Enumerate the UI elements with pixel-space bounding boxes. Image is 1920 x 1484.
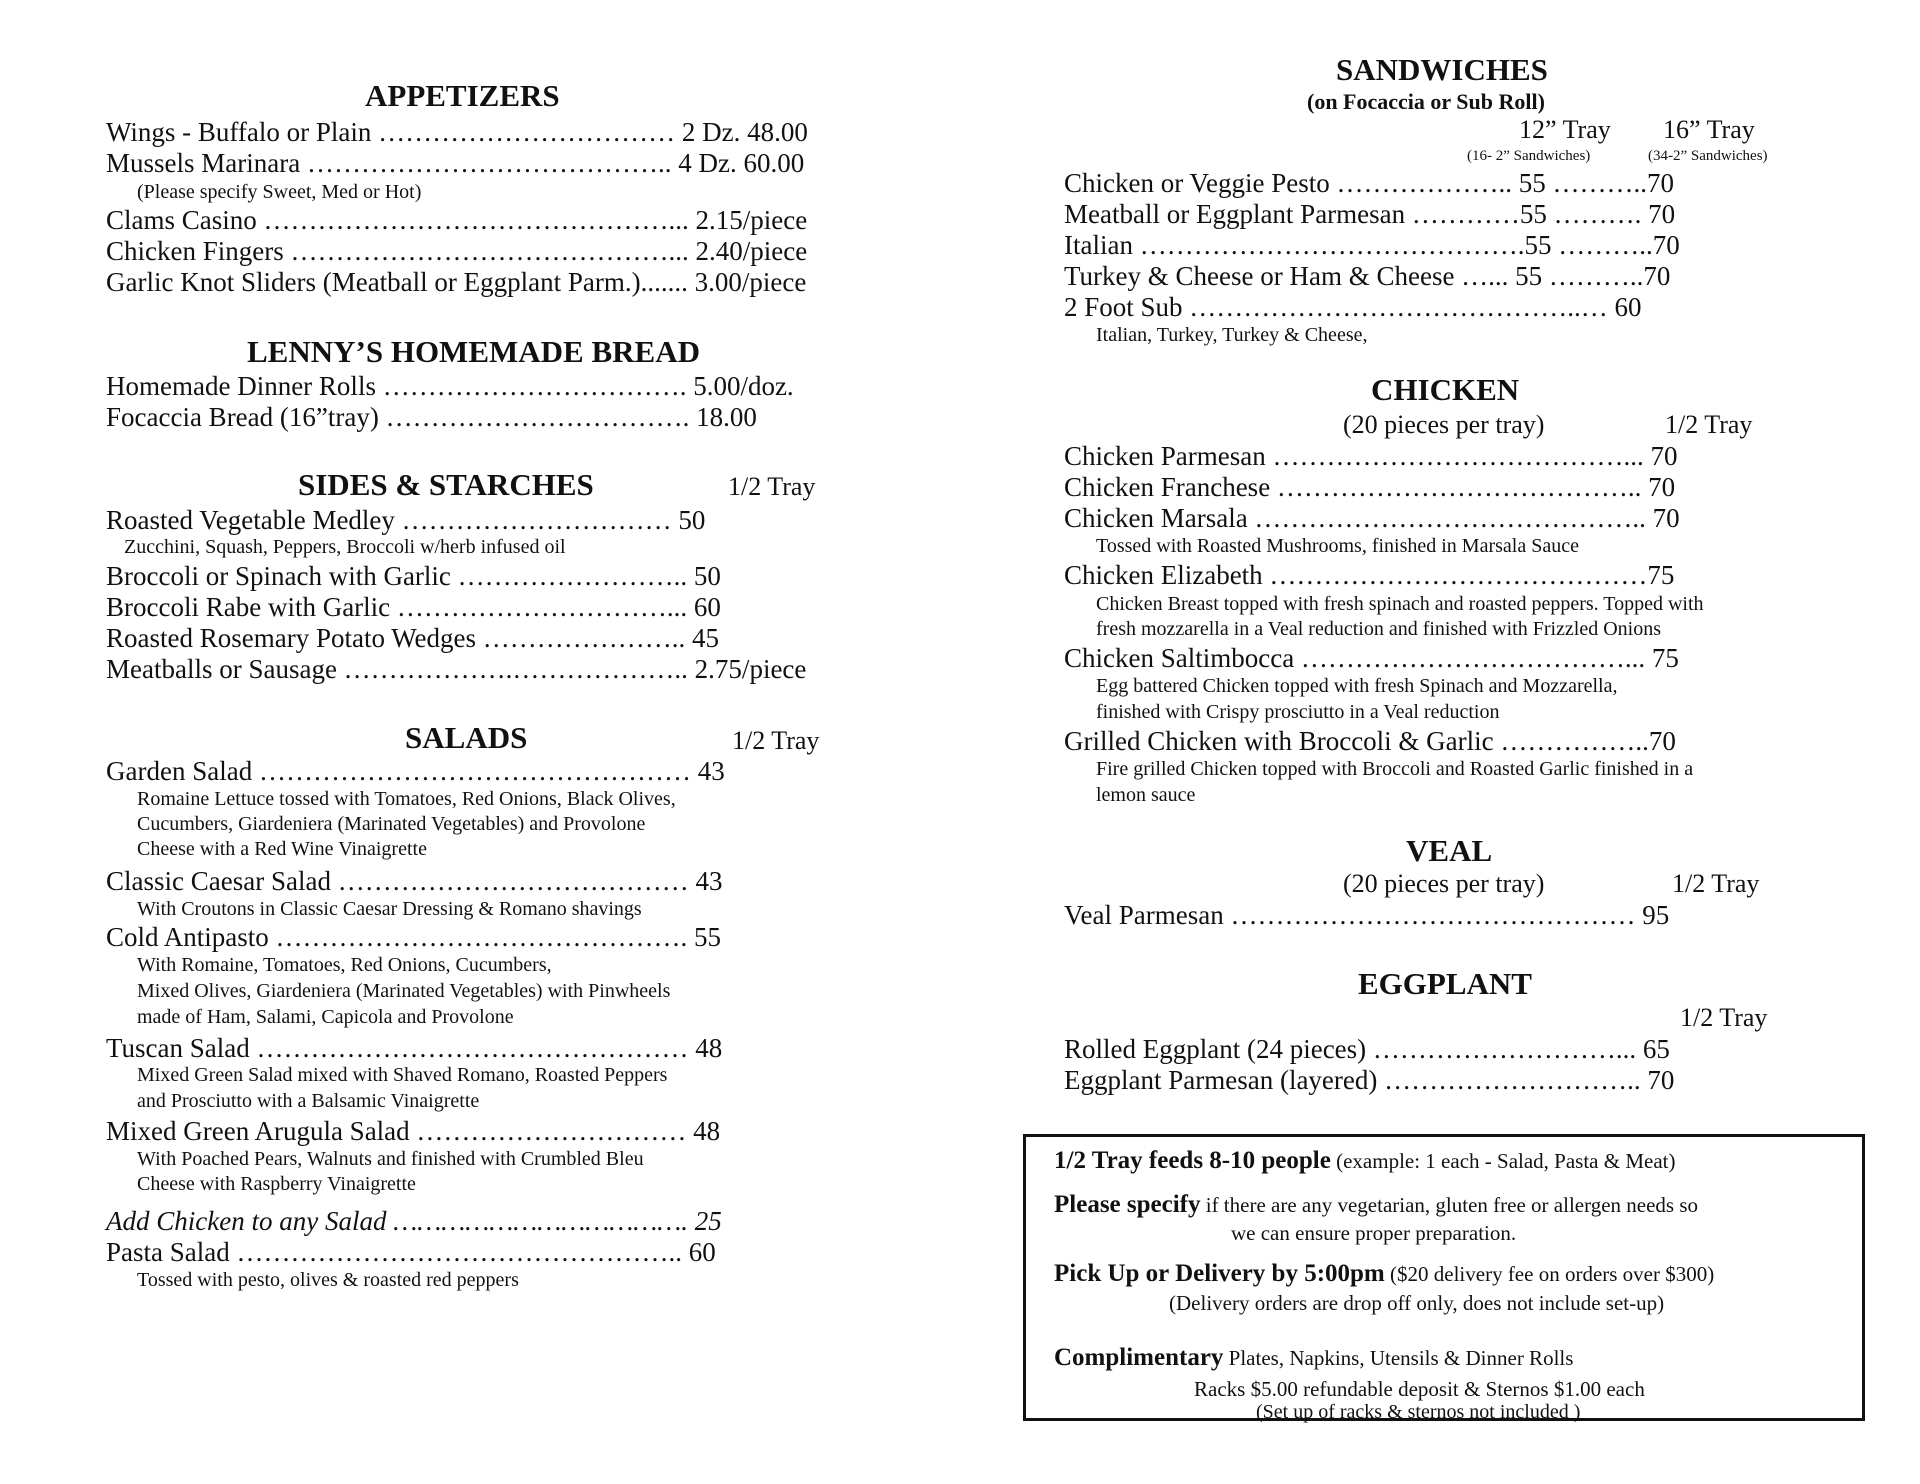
menu-item: Cold Antipasto ………………………………………. 55: [106, 922, 722, 952]
item-description: With Croutons in Classic Caesar Dressing & Romano shavings: [137, 898, 642, 920]
sides-heading: SIDES & STARCHES: [298, 467, 594, 502]
complimentary-bold: Complimentary: [1054, 1344, 1224, 1371]
item-description: Romaine Lettuce tossed with Tomatoes, Red Onions, Black Olives,: [137, 788, 676, 810]
menu-item: Meatballs or Sausage ……………….……………….. 2.75/piece: [106, 654, 807, 684]
menu-item: Chicken Parmesan …………………………………... 70: [1064, 441, 1678, 471]
menu-item: Roasted Rosemary Potato Wedges ………………….. 45: [106, 623, 720, 653]
pickup-bold: Pick Up or Delivery by 5:00pm: [1054, 1260, 1385, 1287]
tray-12-label: 12” Tray: [1519, 115, 1611, 144]
specify-line-2: we can ensure proper preparation.: [1231, 1221, 1517, 1245]
tray-label: 1/2 Tray: [728, 472, 816, 501]
tray-label: 1/2 Tray: [1672, 869, 1760, 898]
item-description: (Please specify Sweet, Med or Hot): [137, 181, 422, 203]
pickup-line-2: (Delivery orders are drop off only, does not include set-up): [1169, 1291, 1665, 1315]
pieces-per-tray: (20 pieces per tray): [1343, 869, 1545, 898]
menu-item: Italian …………………………………….55 ………..70: [1064, 230, 1680, 260]
specify-bold: Please specify: [1054, 1191, 1201, 1218]
menu-item: Garden Salad ………………………………………… 43: [106, 756, 725, 786]
menu-item: Eggplant Parmesan (layered) ……………………….. 70: [1064, 1065, 1675, 1095]
item-description: Cheese with a Red Wine Vinaigrette: [137, 838, 427, 860]
item-description: Tossed with pesto, olives & roasted red peppers: [137, 1269, 519, 1291]
feeds-rest: (example: 1 each - Salad, Pasta & Meat): [1336, 1149, 1676, 1173]
tray-16-note: (34-2” Sandwiches): [1648, 148, 1768, 164]
item-description: Zucchini, Squash, Peppers, Broccoli w/herb infused oil: [124, 536, 566, 558]
menu-item: 2 Foot Sub ……………………………………..… 60: [1064, 292, 1642, 322]
menu-item: Clams Casino ………………………………………... 2.15/piece: [106, 205, 808, 235]
complimentary-line: [1054, 1344, 1573, 1372]
tray-label: 1/2 Tray: [1680, 1003, 1768, 1032]
menu-item: Chicken Franchese ………………………………….. 70: [1064, 472, 1676, 502]
menu-item: Mussels Marinara ………………………………….. 4 Dz. 60.00: [106, 148, 805, 178]
menu-item: Mixed Green Arugula Salad ………………………… 48: [106, 1116, 721, 1146]
specify-rest: if there are any vegetarian, gluten free or allergen needs so: [1205, 1193, 1699, 1217]
menu-item-add-chicken: Add Chicken to any Salad ………………………………. 25: [106, 1206, 722, 1236]
menu-item: Rolled Eggplant (24 pieces) ………………………... 65: [1064, 1034, 1670, 1064]
item-description: Egg battered Chicken topped with fresh Spinach and Mozzarella,: [1096, 675, 1618, 697]
menu-item: Meatball or Eggplant Parmesan …………55 ………. 70: [1064, 199, 1676, 229]
item-description: Fire grilled Chicken topped with Broccoli and Roasted Garlic finished in a: [1096, 758, 1694, 780]
menu-item: Chicken or Veggie Pesto ……………….. 55 ………..70: [1064, 168, 1674, 198]
sandwiches-subtitle: (on Focaccia or Sub Roll): [1307, 89, 1545, 114]
item-description: Mixed Green Salad mixed with Shaved Romano, Roasted Peppers: [137, 1064, 668, 1086]
complimentary-line-3: (Set up of racks & sternos not included ): [1256, 1401, 1581, 1423]
veal-heading: VEAL: [1406, 833, 1493, 868]
specify-line: [1054, 1191, 1698, 1219]
item-description: Cheese with Raspberry Vinaigrette: [137, 1173, 416, 1195]
eggplant-heading: EGGPLANT: [1358, 966, 1532, 1001]
menu-item: Veal Parmesan ……………………………………… 95: [1064, 900, 1670, 930]
complimentary-rest: Plates, Napkins, Utensils & Dinner Rolls: [1228, 1346, 1574, 1370]
pieces-per-tray: (20 pieces per tray): [1343, 410, 1545, 439]
menu-item: Garlic Knot Sliders (Meatball or Eggplant Parm.)....... 3.00/piece: [106, 267, 807, 297]
sandwiches-heading: SANDWICHES: [1336, 52, 1548, 87]
item-description: Chicken Breast topped with fresh spinach and roasted peppers. Topped with: [1096, 593, 1704, 615]
menu-item: Focaccia Bread (16”tray) ……………………………. 18.00: [106, 402, 757, 432]
tray-16-label: 16” Tray: [1663, 115, 1755, 144]
item-description: With Romaine, Tomatoes, Red Onions, Cucumbers,: [137, 954, 552, 976]
pickup-rest: ($20 delivery fee on orders over $300): [1390, 1262, 1715, 1286]
menu-item: Chicken Fingers ……………………………………... 2.40/piece: [106, 236, 808, 266]
menu-item: Chicken Elizabeth ……………………………………75: [1064, 560, 1675, 590]
chicken-heading: CHICKEN: [1371, 372, 1520, 407]
menu-item: Wings - Buffalo or Plain …………………………… 2 Dz. 48.00: [106, 117, 808, 147]
item-description: fresh mozzarella in a Veal reduction and finished with Frizzled Onions: [1096, 618, 1662, 640]
salads-heading: SALADS: [405, 720, 528, 755]
info-box: [1023, 1134, 1865, 1421]
item-description: Italian, Turkey, Turkey & Cheese,: [1096, 324, 1368, 346]
item-description: Tossed with Roasted Mushrooms, finished in Marsala Sauce: [1096, 535, 1579, 557]
item-description: Cucumbers, Giardeniera (Marinated Vegetables) and Provolone: [137, 813, 646, 835]
tray-label: 1/2 Tray: [732, 726, 820, 755]
item-description: and Prosciutto with a Balsamic Vinaigrette: [137, 1090, 480, 1112]
item-description: Mixed Olives, Giardeniera (Marinated Vegetables) with Pinwheels: [137, 980, 671, 1002]
bread-heading: LENNY’S HOMEMADE BREAD: [247, 334, 700, 369]
menu-item: Roasted Vegetable Medley ………………………… 50: [106, 505, 706, 535]
item-description: With Poached Pears, Walnuts and finished with Crumbled Bleu: [137, 1148, 644, 1170]
menu-item: Broccoli Rabe with Garlic …………………………... 60: [106, 592, 721, 622]
menu-item: Turkey & Cheese or Ham & Cheese …... 55 ………..70: [1064, 261, 1671, 291]
menu-item: Homemade Dinner Rolls ……………………………. 5.00/doz.: [106, 371, 794, 401]
item-description: finished with Crispy prosciutto in a Veal reduction: [1096, 701, 1500, 723]
menu-item: Pasta Salad ………………………………………….. 60: [106, 1237, 716, 1267]
feeds-bold: 1/2 Tray feeds 8-10 people: [1054, 1147, 1331, 1174]
menu-item: Grilled Chicken with Broccoli & Garlic ……………..70: [1064, 726, 1676, 756]
menu-item: Classic Caesar Salad ………………………………… 43: [106, 866, 723, 896]
menu-item: Tuscan Salad ………………………………………… 48: [106, 1033, 723, 1063]
tray-label: 1/2 Tray: [1665, 410, 1753, 439]
tray-12-note: (16- 2” Sandwiches): [1467, 148, 1591, 164]
item-description: lemon sauce: [1096, 784, 1196, 806]
appetizers-heading: APPETIZERS: [365, 78, 560, 113]
menu-item: Chicken Marsala …………………………………….. 70: [1064, 503, 1680, 533]
item-description: made of Ham, Salami, Capicola and Provolone: [137, 1006, 514, 1028]
pickup-line: [1054, 1260, 1714, 1288]
complimentary-line-2: Racks $5.00 refundable deposit & Sternos $1.00 each: [1194, 1377, 1645, 1401]
menu-item: Chicken Saltimbocca ………………………………... 75: [1064, 643, 1679, 673]
feeds-line: [1054, 1147, 1675, 1175]
menu-item: Broccoli or Spinach with Garlic …………………….. 50: [106, 561, 721, 591]
